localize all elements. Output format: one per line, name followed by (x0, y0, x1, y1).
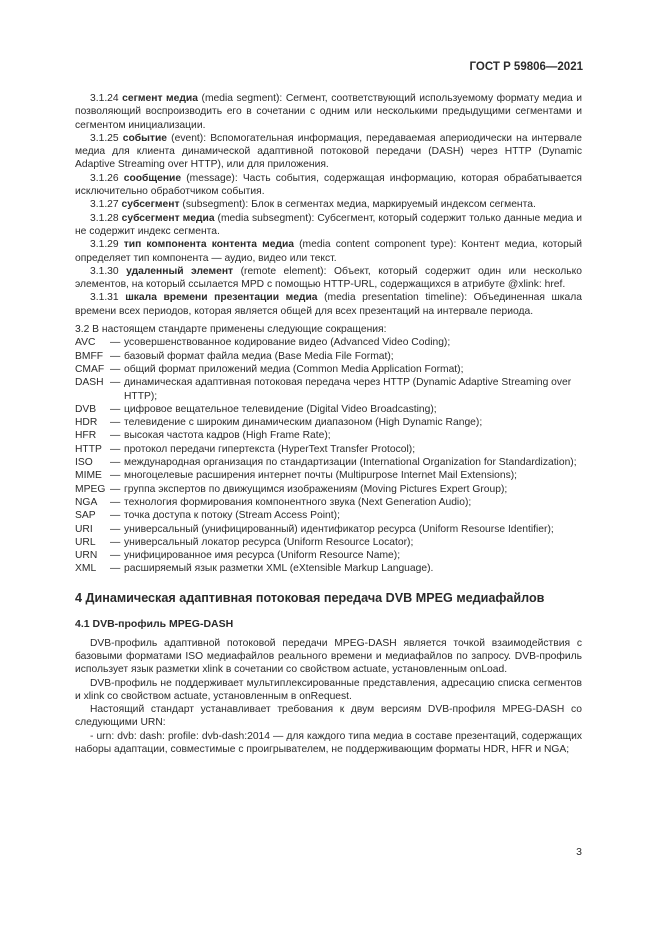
abbreviation-row: HFR — высокая частота кадров (High Frame Rate); (75, 430, 331, 442)
abbreviation-row: XML — расширяемый язык разметки XML (eXtensible Markup Language). (75, 563, 434, 575)
definition-3-1-25: 3.1.25 событие (event): Вспомогательная информация, передаваемая апериодически на интервале медиа для клиента динамической адаптивной потоковой передачи (DASH) через HTTP (Dynamic Adaptive Streaming over HTTP), или для приложения. (75, 132, 582, 171)
definition-term: удаленный элемент (126, 265, 234, 277)
section-paragraph: DVB-профиль адаптивной потоковой передачи MPEG-DASH является точкой взаимодействия с базовыми форматами ISO медиафайлов реального времени и медиафайлов по запросу. DVB-профиль использует язык разметки xlink в сочетании со свойством actuate, установленным onLoad. (75, 637, 582, 676)
abbreviation-row: HTTP — протокол передачи гипертекста (HyperText Transfer Protocol); (75, 443, 416, 455)
abbreviation-row: URI — универсальный (унифицированный) идентификатор ресурса (Uniform Resourse Identifier); (75, 523, 554, 535)
section-paragraph: Настоящий стандарт устанавливает требования к двум версиям DVB-профиля MPEG-DASH со следующими URN: (75, 704, 582, 729)
section-paragraph: DVB-профиль не поддерживает мультиплексированные представления, адресацию списка сегментов и xlink со свойством actuate, установленным в onRequest. (75, 677, 582, 702)
definition-term: шкала времени презентации медиа (125, 292, 318, 304)
definition-term: тип компонента контента медиа (123, 239, 295, 251)
definition-term: сообщение (123, 172, 182, 184)
abbreviation-row: URN — унифицированное имя ресурса (Uniform Resource Name); (75, 550, 401, 562)
definition-term: сегмент медиа (122, 93, 198, 104)
abbreviation-row: SAP — точка доступа к потоку (Stream Access Point); (75, 510, 340, 522)
abbreviation-row: NGA — технология формирования компонентного звука (Next Generation Audio); (75, 496, 472, 508)
definition-term: субсегмент медиа (121, 212, 215, 224)
abbreviation-row: DVB — цифровое вещательное телевидение (Digital Video Broadcasting); (75, 403, 437, 415)
section-4-title: 4 Динамическая адаптивная потоковая передача DVB MPEG медиафайлов (75, 590, 545, 605)
abbreviation-row: CMAF — общий формат приложений медиа (Common Media Application Format); (75, 363, 464, 375)
page-number: 3 (576, 846, 582, 858)
abbreviation-row: MPEG — группа экспертов по движущимся изображениям (Moving Pictures Expert Group); (75, 483, 508, 495)
page-body (75, 92, 582, 756)
definition-3-1-31: 3.1.31 шкала времени презентации медиа (media presentation timeline): Объединенная шкала времени всех периодов, которая является общей для всех презентаций на интервале периода. (75, 292, 582, 317)
abbreviation-row: DASH — динамическая адаптивная потоковая передача через HTTP (Dynamic Adaptive Streaming over HTTP); (75, 377, 572, 402)
abbreviation-row: ISO — международная организация по стандартизации (International Organization for Standardization); (75, 457, 577, 469)
section-paragraph: - urn: dvb: dash: profile: dvb-dash:2014 — для каждого типа медиа в составе презентаций, содержащих наборы адаптации, совместимые с проигрывателем, не поддерживающим форматы HDR, HFR и NGA; (75, 730, 582, 756)
definition-3-1-27: 3.1.27 субсегмент (subsegment): Блок в сегментах медиа, маркируемый индексом сегмента. (90, 199, 536, 211)
abbreviations-list (75, 336, 582, 575)
definitions-list (75, 92, 582, 318)
abbreviation-row: MIME — многоцелевые расширения интернет почты (Multipurpose Internet Mail Extensions); (75, 470, 518, 482)
definition-3-1-30: 3.1.30 удаленный элемент (remote element): Объект, который содержит один или несколько элементов, на который ссылается MPD с помощью HTTP-URL, содержащихся в атрибуте @xlink: href. (75, 265, 582, 291)
definition-term: субсегмент (121, 199, 180, 211)
abbreviation-row: HDR — телевидение с широким динамическим диапазоном (High Dynamic Range); (75, 417, 483, 429)
definition-3-1-28: 3.1.28 субсегмент медиа (media subsegment): Субсегмент, который содержит только данные медиа и не содержит индекс сегмента. (75, 212, 582, 237)
definition-3-1-29: 3.1.29 тип компонента контента медиа (media content component type): Контент медиа, который определяет тип компонента — аудио, видео или текст. (75, 239, 582, 264)
section-4-1-title: 4.1 DVB-профиль MPEG-DASH (75, 617, 234, 630)
abbreviations-intro: 3.2 В настоящем стандарте применены следующие сокращения: (75, 324, 387, 336)
abbreviation-row: URL — универсальный локатор ресурса (Uniform Resource Locator); (75, 536, 414, 548)
definition-3-1-24: 3.1.24 сегмент медиа (media segment): Сегмент, соответствующий используемому формату медиа и позволяющий воспроизводить его в сочетании с одним или несколькими предыдущими сегментами и сегментом инициализации. (75, 93, 582, 131)
definition-term: событие (122, 132, 168, 144)
definition-3-1-26: 3.1.26 сообщение (message): Часть события, содержащая информацию, которая обрабатывается исключительно обработчиком события. (75, 172, 582, 198)
abbreviation-row: AVC — усовершенствованное кодирование видео (Advanced Video Coding); (75, 337, 451, 349)
abbreviation-row: BMFF — базовый формат файла медиа (Base Media File Format); (75, 350, 394, 362)
document-header: ГОСТ Р 59806—2021 (469, 61, 583, 73)
